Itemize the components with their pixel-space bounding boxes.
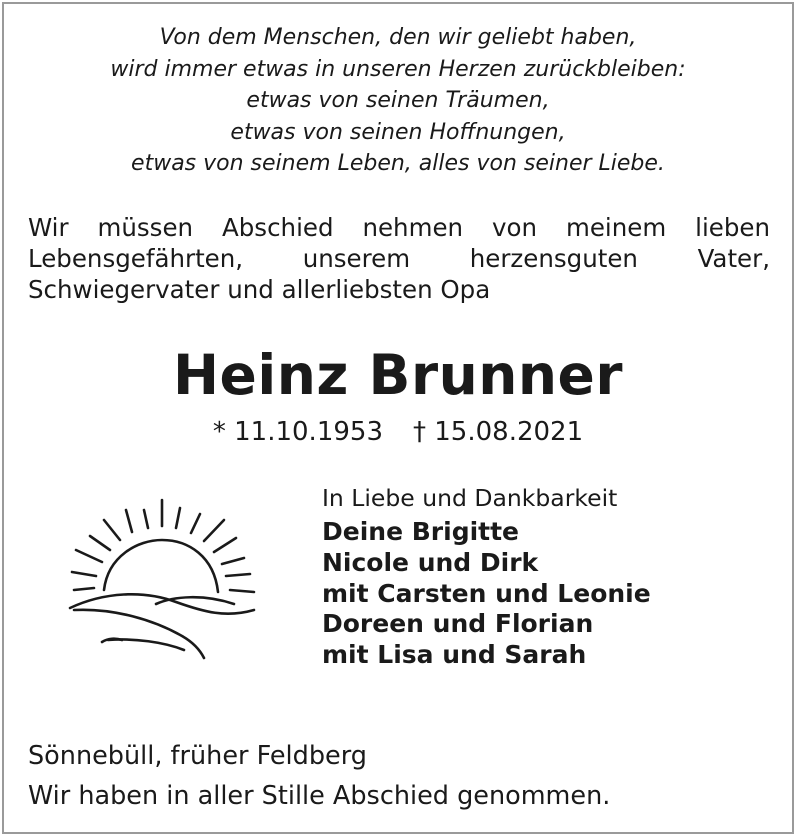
poem-line: Von dem Menschen, den wir geliebt haben, <box>159 25 637 50</box>
mourner-name: mit Carsten und Leonie <box>322 578 651 608</box>
family-signoff <box>322 482 651 671</box>
sunset-over-hills-icon <box>64 492 260 664</box>
mourners-list <box>322 517 651 671</box>
signoff-lead: In Liebe und Dankbarkeit <box>322 484 618 512</box>
deceased-name: Heinz Brunner <box>173 343 623 407</box>
intro-line: Schwiegervater und allerliebsten Opa <box>28 275 491 304</box>
death-date: † 15.08.2021 <box>413 417 584 447</box>
footer <box>28 736 610 816</box>
mourner-name: Deine Brigitte <box>322 517 520 546</box>
obituary-card <box>2 2 794 834</box>
mourner-name: mit Lisa und Sarah <box>322 640 587 670</box>
life-dates <box>4 414 792 450</box>
intro-line: Lebensgefährten, unserem herzensguten Vater, <box>28 244 770 273</box>
farewell-intro <box>28 212 770 305</box>
birth-date: * 11.10.1953 <box>212 417 383 447</box>
memorial-poem <box>4 22 792 180</box>
poem-line: wird immer etwas in unseren Herzen zurückbleiben: <box>110 56 686 82</box>
poem-line: etwas von seinen Träumen, <box>246 88 550 113</box>
mourner-name: Doreen und Florian <box>322 609 594 639</box>
mourner-name: Nicole und Dirk <box>322 547 539 577</box>
place-line: Sönnebüll, früher Feldberg <box>28 741 367 771</box>
closing-note: Wir haben in aller Stille Abschied genommen. <box>28 781 611 811</box>
poem-line: etwas von seinem Leben, alles von seiner Liebe. <box>131 151 665 176</box>
intro-line: Wir müssen Abschied nehmen von meinem lieben <box>28 213 770 242</box>
poem-line: etwas von seinen Hoffnungen, <box>230 119 566 145</box>
